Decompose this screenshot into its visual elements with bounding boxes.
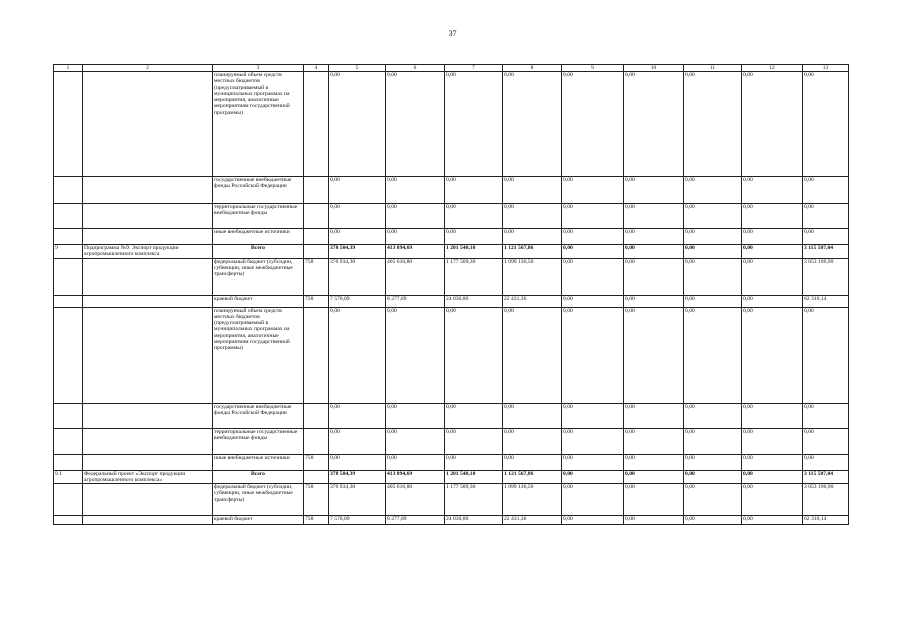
row-number-cell [54,307,83,403]
amount-cell: 0,00 [562,72,624,177]
row-number-cell: 9.1 [54,470,83,484]
amount-cell: 0,00 [562,428,624,454]
amount-cell: 0,00 [684,484,742,516]
amount-cell: 3 115 507,04 [803,470,849,484]
row-number-cell [54,72,83,177]
amount-cell: 0,00 [742,516,803,525]
column-number: 12 [742,65,803,72]
amount-cell: 370 934,30 [329,484,386,516]
amount-cell: 0,00 [329,454,386,470]
funding-source-cell: иные внебюджетные источники [213,454,304,470]
amount-cell: 0,00 [624,428,684,454]
funding-source-cell: территориальные государственные внебюджетные фонды [213,428,304,454]
funding-source-cell: федеральный бюджет (субсидии, субвенции, иные межбюджетные трансферты) [213,484,304,516]
table-row [54,470,849,484]
amount-cell: 0,00 [329,229,386,245]
amount-cell: 1 099 136,50 [503,484,562,516]
amount-cell: 0,00 [562,177,624,204]
amount-cell: 0,00 [386,403,445,428]
amount-cell: 0,00 [329,204,386,229]
table-row [54,258,849,295]
amount-cell: 0,00 [684,295,742,307]
amount-cell: 0,00 [803,403,849,428]
amount-cell: 0,00 [742,295,803,307]
amount-cell: 0,00 [503,177,562,204]
amount-cell: 0,00 [624,295,684,307]
amount-cell: 0,00 [562,204,624,229]
amount-cell: 0,00 [562,484,624,516]
amount-cell: 3 053 196,90 [803,258,849,295]
grbs-code-cell [304,177,329,204]
funding-source-cell: иные внебюджетные источники [213,229,304,245]
grbs-code-cell [304,245,329,259]
column-number: 3 [213,65,304,72]
amount-cell: 0,00 [742,403,803,428]
amount-cell: 22 431,36 [503,516,562,525]
amount-cell: 8 277,89 [386,295,445,307]
program-name-cell [83,72,213,177]
amount-cell: 0,00 [445,403,503,428]
amount-cell: 0,00 [386,204,445,229]
amount-cell: 1 201 540,10 [445,245,503,259]
table-row [54,177,849,204]
amount-cell: 1 121 567,86 [503,470,562,484]
amount-cell: 0,00 [329,177,386,204]
funding-source-cell: территориальные государственные внебюджетные фонды [213,204,304,229]
table-row [54,403,849,428]
amount-cell: 0,00 [562,403,624,428]
amount-cell: 0,00 [624,72,684,177]
column-number: 10 [624,65,684,72]
amount-cell: 0,00 [684,258,742,295]
amount-cell: 0,00 [503,428,562,454]
table-row [54,229,849,245]
table-row [54,428,849,454]
amount-cell: 0,00 [742,307,803,403]
amount-cell: 0,00 [386,454,445,470]
amount-cell: 0,00 [445,204,503,229]
program-name-cell [83,258,213,295]
row-number-cell [54,229,83,245]
amount-cell: 0,00 [742,204,803,229]
funding-source-cell: государственные внебюджетные фонды Российской Федерации [213,177,304,204]
amount-cell: 0,00 [624,229,684,245]
amount-cell: 0,00 [624,470,684,484]
amount-cell: 1 201 540,10 [445,470,503,484]
table-row [54,204,849,229]
amount-cell: 378 504,39 [329,245,386,259]
amount-cell: 0,00 [445,177,503,204]
table-row [54,295,849,307]
funding-source-cell: планируемый объем средств местных бюджетов (предусматриваемый в муниципальных программах на мероприятия, аналогичные мероприятиям государственной программы) [213,307,304,403]
grbs-code-cell [304,403,329,428]
page-number: 37 [448,29,457,38]
budget-table [53,64,849,525]
amount-cell: 0,00 [742,258,803,295]
amount-cell: 0,00 [684,204,742,229]
column-number: 4 [304,65,329,72]
amount-cell: 3 115 507,04 [803,245,849,259]
amount-cell: 8 277,89 [386,516,445,525]
program-name-cell [83,516,213,525]
amount-cell: 0,00 [684,177,742,204]
program-name-cell [83,428,213,454]
amount-cell: 0,00 [562,229,624,245]
amount-cell: 0,00 [562,307,624,403]
table-row [54,72,849,177]
grbs-code-cell [304,229,329,245]
funding-source-cell: государственные внебюджетные фонды Российской Федерации [213,403,304,428]
amount-cell: 0,00 [742,177,803,204]
amount-cell: 0,00 [624,454,684,470]
row-number-cell [54,403,83,428]
amount-cell: 22 431,36 [503,295,562,307]
grbs-code-cell [304,307,329,403]
amount-cell: 0,00 [624,204,684,229]
amount-cell: 0,00 [684,403,742,428]
row-number-cell [54,295,83,307]
amount-cell: 0,00 [684,72,742,177]
amount-cell: 0,00 [803,454,849,470]
amount-cell: 413 894,69 [386,245,445,259]
amount-cell: 0,00 [503,307,562,403]
amount-cell: 0,00 [684,245,742,259]
program-name-cell [83,307,213,403]
amount-cell: 0,00 [684,428,742,454]
amount-cell: 0,00 [445,72,503,177]
amount-cell: 0,00 [445,454,503,470]
amount-cell: 0,00 [742,454,803,470]
amount-cell: 0,00 [503,403,562,428]
amount-cell: 1 177 509,30 [445,484,503,516]
column-number-row [54,65,849,72]
table-row [54,245,849,259]
table-row [54,307,849,403]
grbs-code-cell [304,470,329,484]
row-number-cell [54,516,83,525]
amount-cell: 0,00 [562,245,624,259]
grbs-code-cell [304,72,329,177]
amount-cell: 1 121 567,86 [503,245,562,259]
amount-cell: 0,00 [503,204,562,229]
row-number-cell [54,484,83,516]
amount-cell: 0,00 [624,403,684,428]
funding-source-cell: планируемый объем средств местных бюджетов (предусматриваемый в муниципальных программах на мероприятия, аналогичные мероприятиям государственной программы) [213,72,304,177]
amount-cell: 62 310,14 [803,295,849,307]
amount-cell: 413 894,69 [386,470,445,484]
amount-cell: 370 934,30 [329,258,386,295]
column-number: 2 [83,65,213,72]
amount-cell: 0,00 [684,470,742,484]
grbs-code-cell [304,428,329,454]
row-number-cell [54,454,83,470]
row-number-cell: 9 [54,245,83,259]
amount-cell: 0,00 [503,454,562,470]
column-number: 7 [445,65,503,72]
amount-cell: 0,00 [624,245,684,259]
amount-cell: 7 570,09 [329,516,386,525]
funding-source-cell: краевой бюджет [213,516,304,525]
program-name-cell [83,403,213,428]
amount-cell: 0,00 [803,229,849,245]
amount-cell: 1 177 509,30 [445,258,503,295]
program-name-cell [83,454,213,470]
table-row [54,516,849,525]
grbs-code-cell [304,204,329,229]
program-name-cell [83,177,213,204]
amount-cell: 378 504,39 [329,470,386,484]
amount-cell: 62 310,14 [803,516,849,525]
amount-cell: 0,00 [624,516,684,525]
column-number: 1 [54,65,83,72]
amount-cell: 0,00 [503,72,562,177]
table-row [54,484,849,516]
amount-cell: 0,00 [624,258,684,295]
program-name-cell: Подпрограмма №9: Экспорт продукции агропромышленного комплекса [83,245,213,259]
amount-cell: 24 030,80 [445,295,503,307]
amount-cell: 0,00 [742,229,803,245]
amount-cell: 0,00 [445,229,503,245]
grbs-code-cell: 758 [304,258,329,295]
amount-cell: 0,00 [562,516,624,525]
amount-cell: 0,00 [684,229,742,245]
amount-cell: 0,00 [445,307,503,403]
program-name-cell [83,295,213,307]
amount-cell: 0,00 [742,72,803,177]
amount-cell: 0,00 [624,177,684,204]
program-name-cell [83,484,213,516]
amount-cell: 0,00 [684,516,742,525]
table-row [54,454,849,470]
amount-cell: 0,00 [742,245,803,259]
amount-cell: 0,00 [445,428,503,454]
row-number-cell [54,177,83,204]
column-number: 13 [803,65,849,72]
column-number: 9 [562,65,624,72]
program-name-cell [83,204,213,229]
funding-source-cell: Всего [213,470,304,484]
amount-cell: 0,00 [684,307,742,403]
amount-cell: 0,00 [386,177,445,204]
amount-cell: 0,00 [684,454,742,470]
amount-cell: 405 616,80 [386,484,445,516]
amount-cell: 0,00 [803,428,849,454]
amount-cell: 0,00 [329,403,386,428]
amount-cell: 0,00 [742,484,803,516]
amount-cell: 0,00 [562,295,624,307]
amount-cell: 0,00 [329,428,386,454]
grbs-code-cell: 758 [304,484,329,516]
column-number: 6 [386,65,445,72]
amount-cell: 24 030,80 [445,516,503,525]
amount-cell: 0,00 [562,470,624,484]
amount-cell: 0,00 [803,177,849,204]
amount-cell: 0,00 [386,307,445,403]
funding-source-cell: Всего [213,245,304,259]
amount-cell: 0,00 [329,72,386,177]
amount-cell: 0,00 [803,307,849,403]
row-number-cell [54,258,83,295]
amount-cell: 0,00 [742,470,803,484]
row-number-cell [54,428,83,454]
amount-cell: 0,00 [329,307,386,403]
amount-cell: 0,00 [803,204,849,229]
row-number-cell [54,204,83,229]
amount-cell: 0,00 [562,258,624,295]
grbs-code-cell: 758 [304,454,329,470]
amount-cell: 405 616,80 [386,258,445,295]
funding-source-cell: краевой бюджет [213,295,304,307]
amount-cell: 0,00 [742,428,803,454]
amount-cell: 0,00 [503,229,562,245]
amount-cell: 0,00 [624,484,684,516]
funding-source-cell: федеральный бюджет (субсидии, субвенции, иные межбюджетные трансферты) [213,258,304,295]
grbs-code-cell: 758 [304,295,329,307]
amount-cell: 0,00 [562,454,624,470]
program-name-cell [83,229,213,245]
column-number: 8 [503,65,562,72]
amount-cell: 0,00 [386,229,445,245]
amount-cell: 0,00 [386,72,445,177]
amount-cell: 1 099 136,50 [503,258,562,295]
amount-cell: 0,00 [803,72,849,177]
amount-cell: 0,00 [624,307,684,403]
amount-cell: 3 053 196,90 [803,484,849,516]
amount-cell: 0,00 [386,428,445,454]
grbs-code-cell: 758 [304,516,329,525]
amount-cell: 7 570,09 [329,295,386,307]
column-number: 11 [684,65,742,72]
program-name-cell: Федеральный проект «Экспорт продукции агропромышленного комплекса» [83,470,213,484]
column-number: 5 [329,65,386,72]
